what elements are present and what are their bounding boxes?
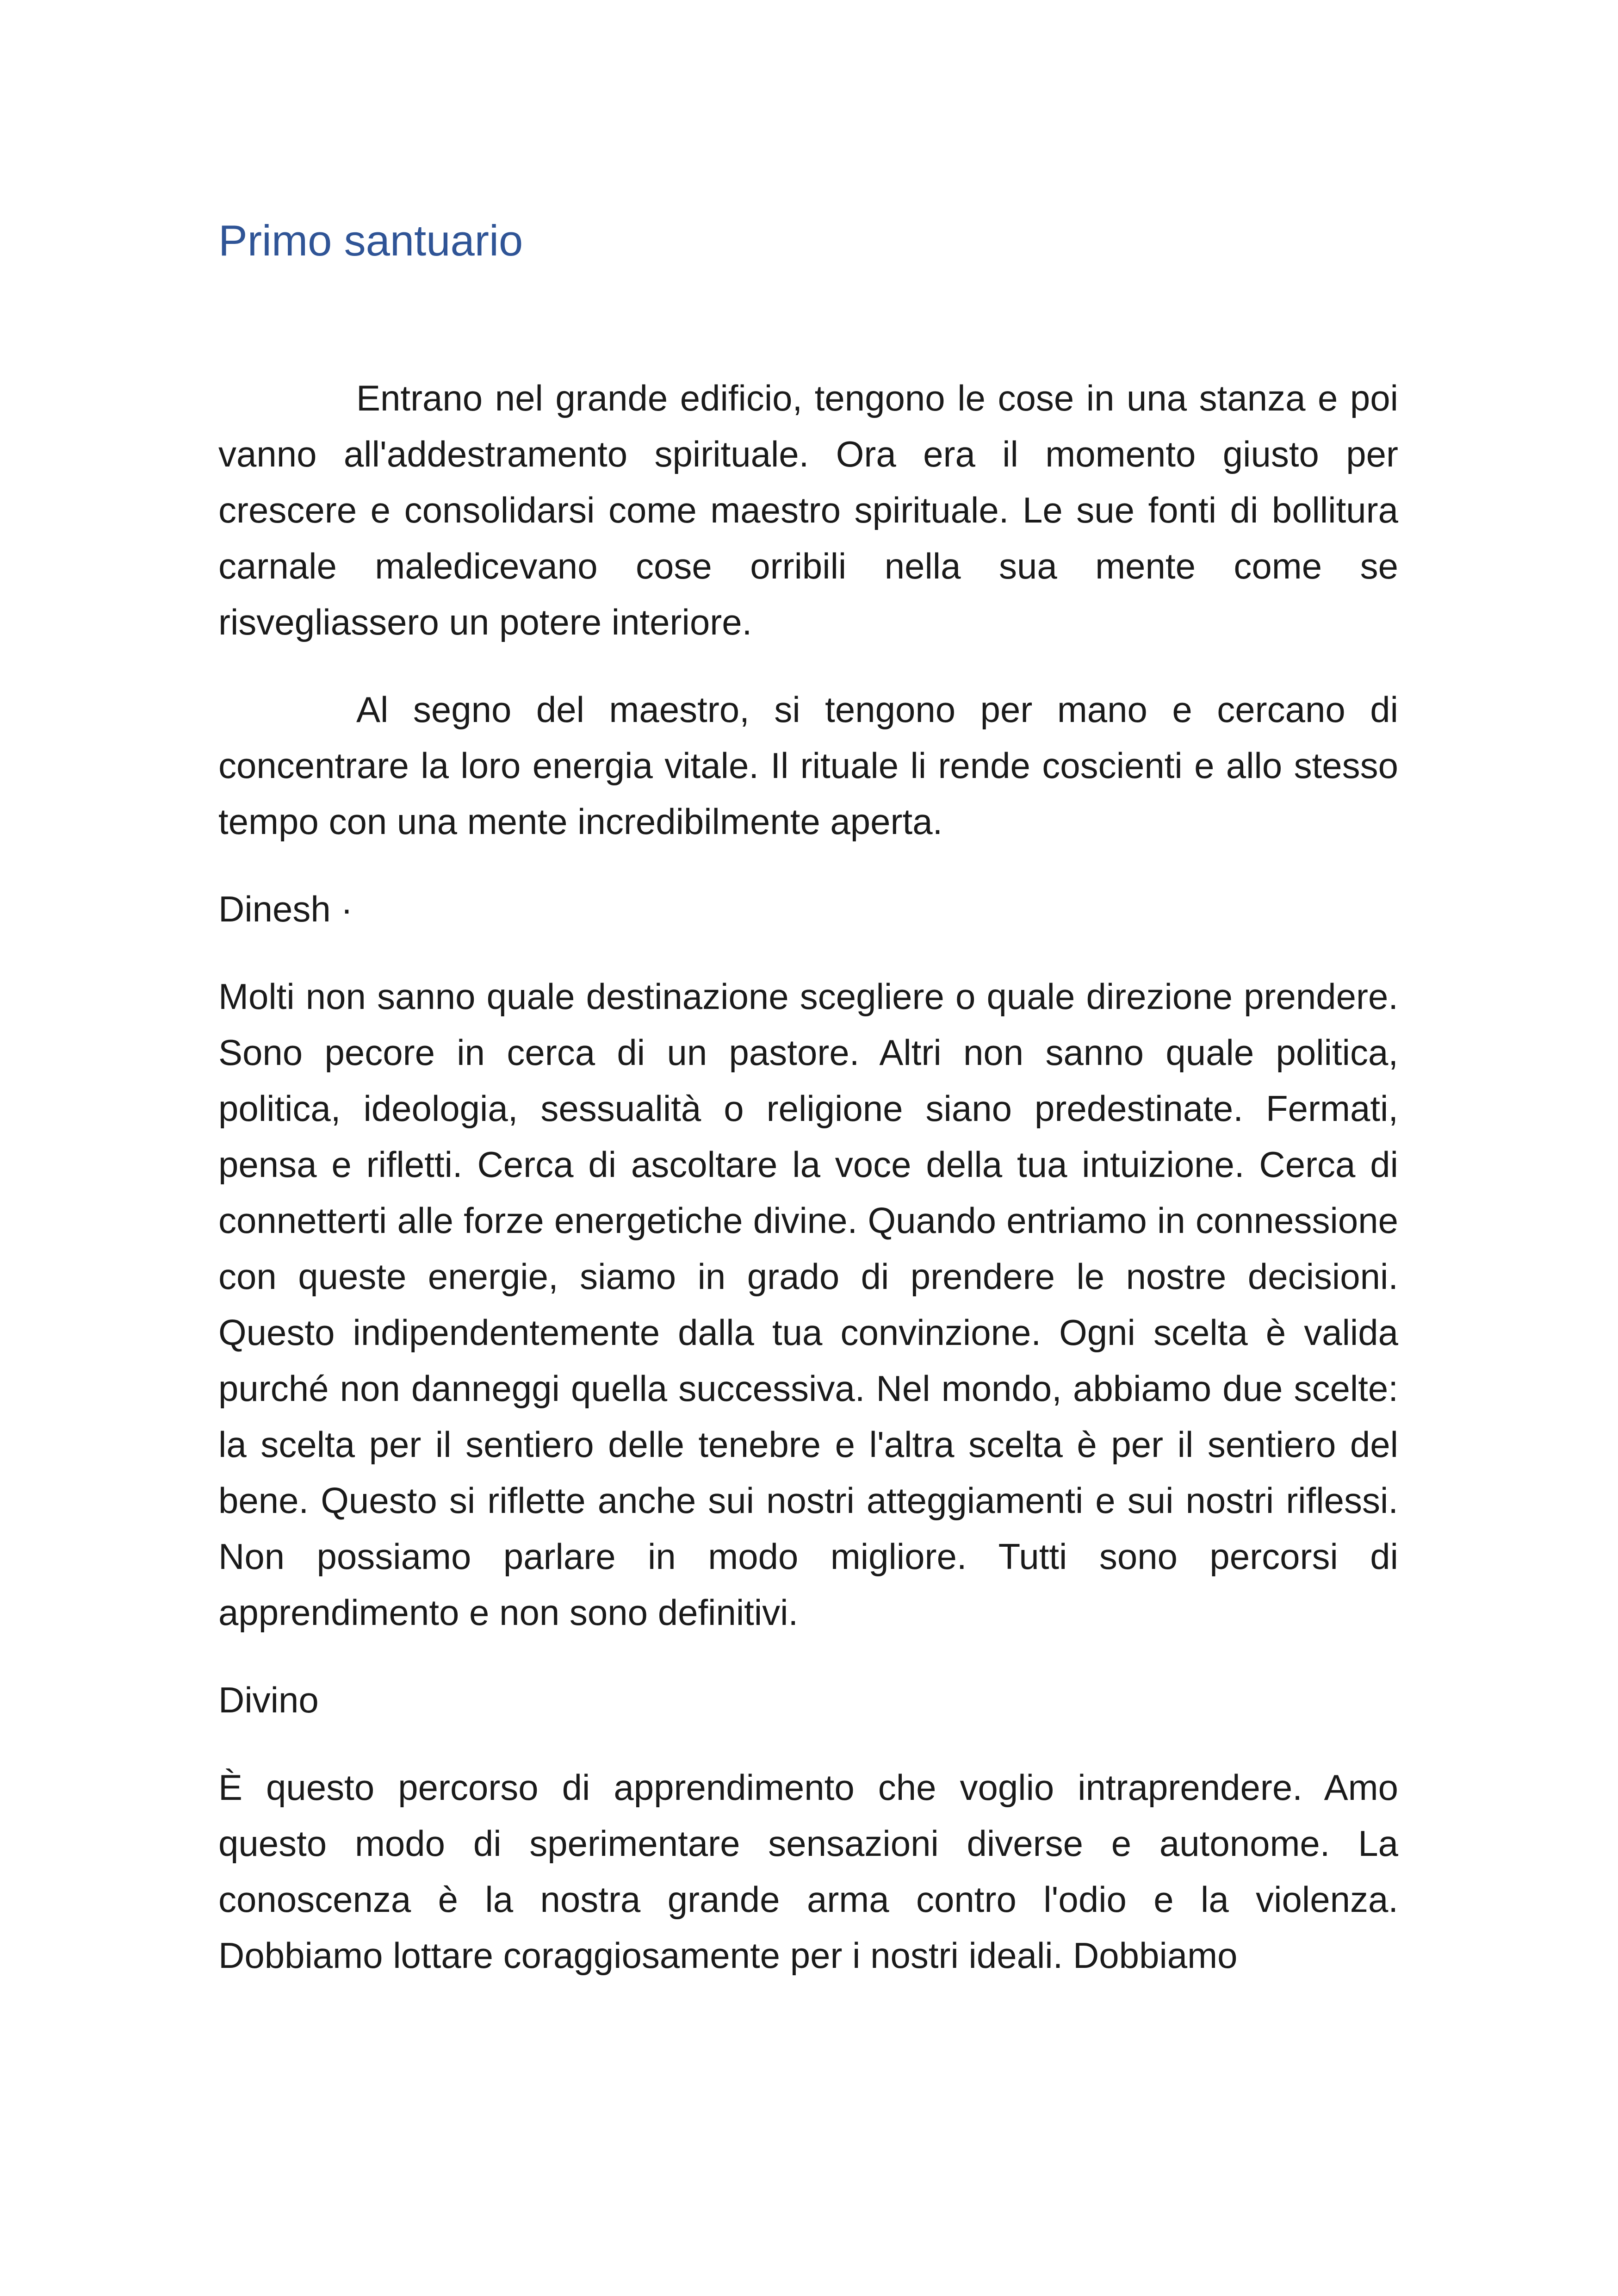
document-body bbox=[218, 370, 1398, 2015]
page-title: Primo santuario bbox=[218, 216, 523, 265]
speaker-label-dinesh: Dinesh · bbox=[218, 889, 353, 929]
paragraph-ritual: Al segno del maestro, si tengono per mano e cercano di concentrare la loro energia vitale. Il rituale li rende coscienti e allo stesso tempo con una mente incredibilmente aperta. bbox=[218, 689, 1398, 842]
speaker-label-divino: Divino bbox=[218, 1680, 319, 1720]
paragraph-intro: Entrano nel grande edificio, tengono le cose in una stanza e poi vanno all'addestramento spirituale. Ora era il momento giusto per crescere e consolidarsi come maestro spirituale. Le sue fonti di bollitura carnale maledicevano cose orribili nella sua mente come se risvegliassero un potere interiore. bbox=[218, 378, 1398, 642]
paragraph-divino-speech: È questo percorso di apprendimento che voglio intraprendere. Amo questo modo di sperimentare sensazioni diverse e autonome. La conoscenza è la nostra grande arma contro l'odio e la violenza. Dobbiamo lottare coraggiosamente per i nostri ideali. Dobbiamo bbox=[218, 1767, 1398, 1976]
paragraph-dinesh-speech: Molti non sanno quale destinazione scegliere o quale direzione prendere. Sono pecore in cerca di un pastore. Altri non sanno quale politica, politica, ideologia, sessualità o religione siano predestinate. Fermati, pensa e rifletti. Cerca di ascoltare la voce della tua intuizione. Cerca di connetterti alle forze energetiche divine. Quando entriamo in connessione con queste energie, siamo in grado di prendere le nostre decisioni. Questo indipendentemente dalla tua convinzione. Ogni scelta è valida purché non danneggi quella successiva. Nel mondo, abbiamo due scelte: la scelta per il sentiero delle tenebre e l'altra scelta è per il sentiero del bene. Questo si riflette anche sui nostri atteggiamenti e sui nostri riflessi. Non possiamo parlare in modo migliore. Tutti sono percorsi di apprendimento e non sono definitivi. bbox=[218, 976, 1398, 1633]
